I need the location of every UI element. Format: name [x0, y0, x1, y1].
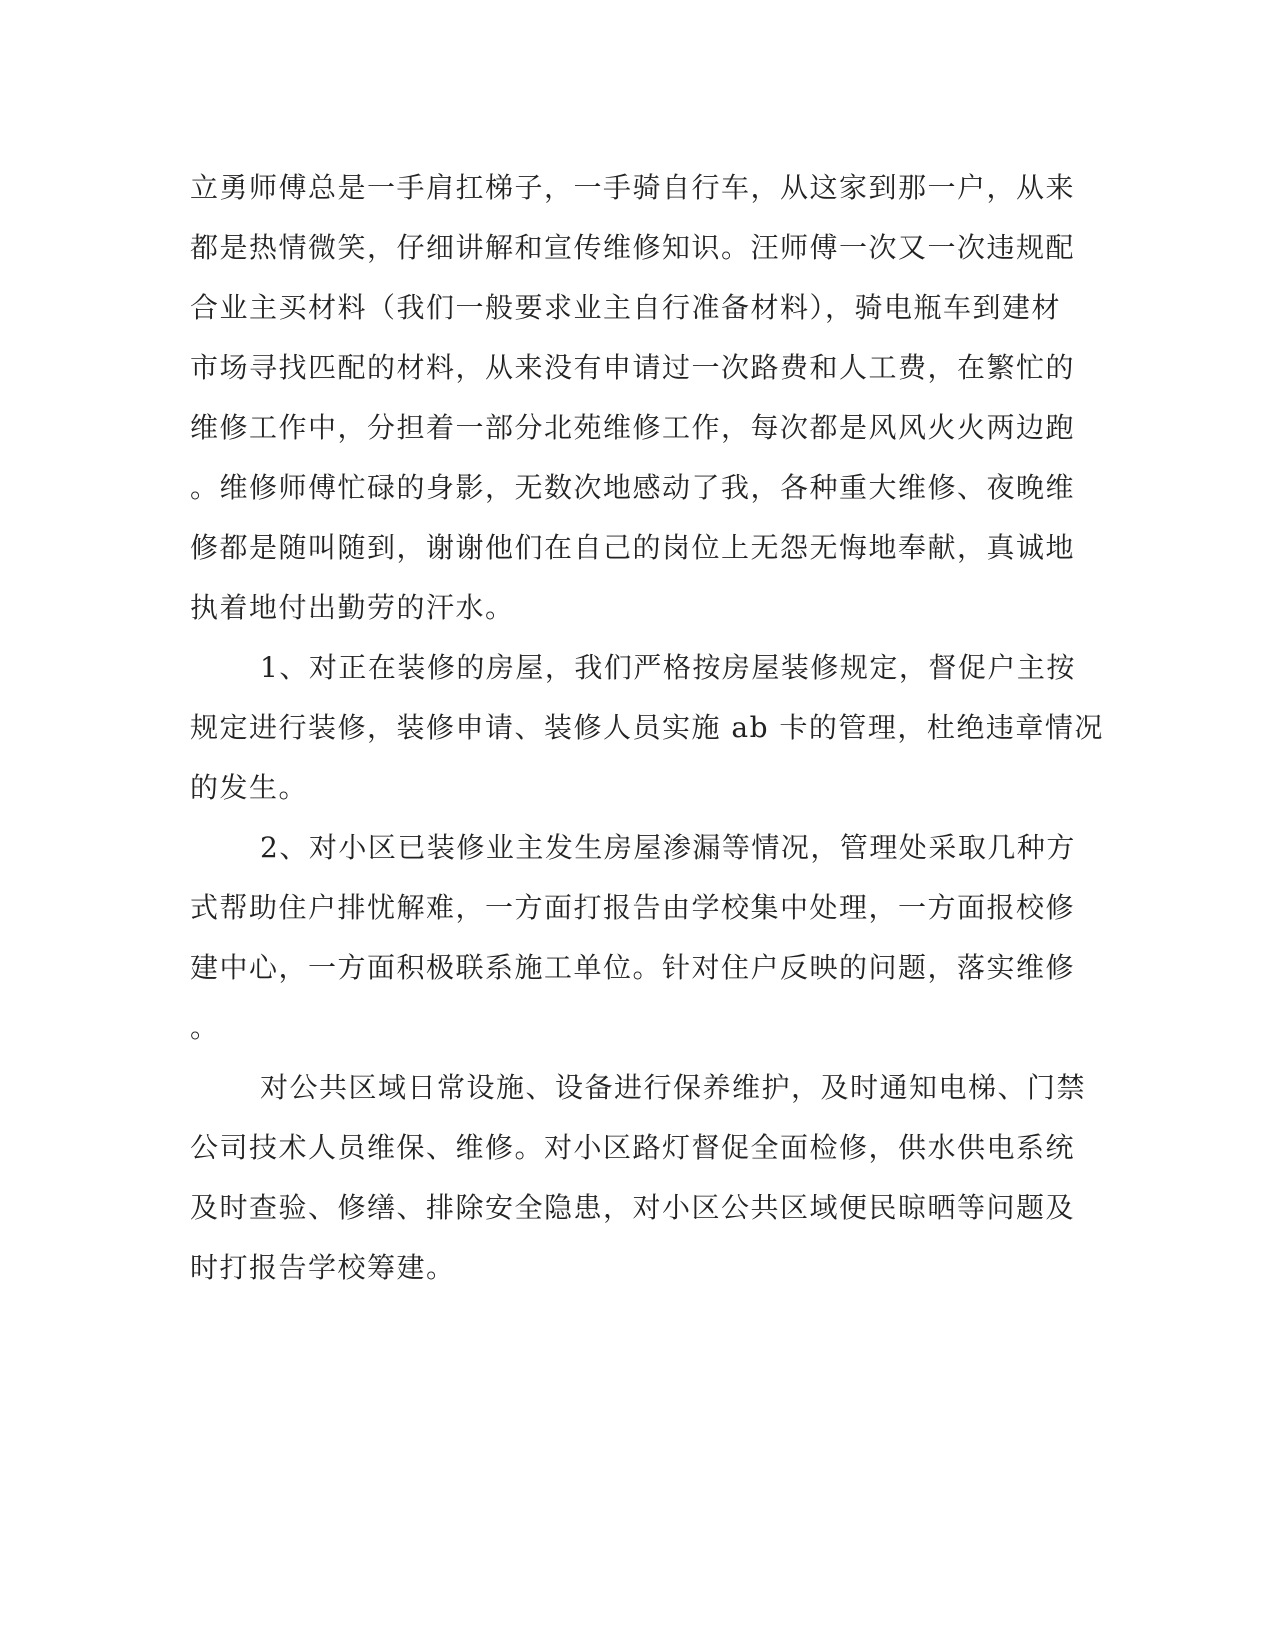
paragraph-item-2	[190, 818, 1080, 1058]
text-line: 2、对小区已装修业主发生房屋渗漏等情况，管理处采取几种方	[260, 831, 1076, 864]
text-line: 修都是随叫随到，谢谢他们在自己的岗位上无怨无悔地奉献，真诚地	[190, 531, 1076, 564]
text-line: 及时查验、修缮、排除安全隐患，对小区公共区域便民晾晒等问题及	[190, 1191, 1076, 1224]
text-line: 时打报告学校筹建。	[190, 1251, 456, 1284]
text-line: 市场寻找匹配的材料，从来没有申请过一次路费和人工费，在繁忙的	[190, 351, 1076, 384]
text-line: 的发生。	[190, 771, 309, 804]
paragraph-public-areas	[190, 1058, 1087, 1298]
text-line: 规定进行装修，装修申请、装修人员实施 ab 卡的管理，杜绝违章情况	[190, 711, 1104, 744]
text-line: 。维修师傅忙碌的身影，无数次地感动了我，各种重大维修、夜晚维	[190, 471, 1076, 504]
text-line: 1、对正在装修的房屋，我们严格按房屋装修规定，督促户主按	[260, 651, 1076, 684]
text-line: 。	[190, 1011, 220, 1044]
text-line: 维修工作中，分担着一部分北苑维修工作，每次都是风风火火两边跑	[190, 411, 1076, 444]
text-line: 式帮助住户排忧解难，一方面打报告由学校集中处理，一方面报校修	[190, 891, 1076, 924]
paragraph-maintenance-staff	[190, 158, 1080, 638]
document-body	[190, 158, 1104, 1298]
paragraph-item-1	[190, 638, 1104, 818]
text-line: 对公共区域日常设施、设备进行保养维护，及时通知电梯、门禁	[260, 1071, 1087, 1104]
text-line: 合业主买材料（我们一般要求业主自行准备材料），骑电瓶车到建材	[190, 291, 1062, 324]
text-line: 公司技术人员维保、维修。对小区路灯督促全面检修，供水供电系统	[190, 1131, 1076, 1164]
text-line: 建中心，一方面积极联系施工单位。针对住户反映的问题，落实维修	[190, 951, 1076, 984]
text-line: 执着地付出勤劳的汗水。	[190, 591, 515, 624]
text-line: 都是热情微笑，仔细讲解和宣传维修知识。汪师傅一次又一次违规配	[190, 231, 1076, 264]
text-line: 立勇师傅总是一手肩扛梯子，一手骑自行车，从这家到那一户，从来	[190, 171, 1076, 204]
